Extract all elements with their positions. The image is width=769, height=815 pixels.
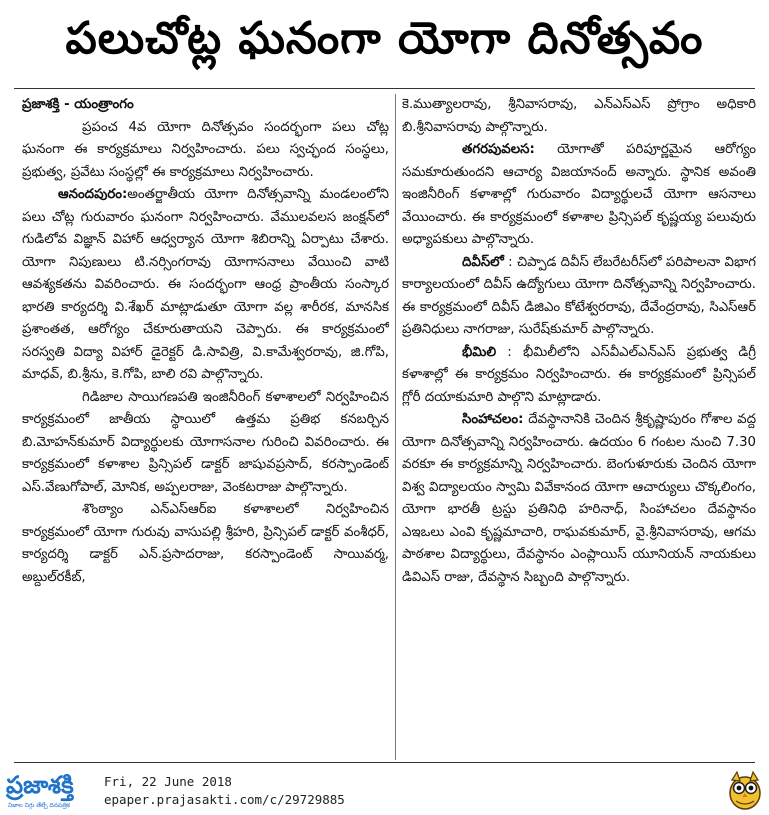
paragraph-bheemili — [402, 342, 756, 410]
dateline-anandapuram: ఆనందపురం: — [58, 187, 128, 202]
paragraph-anandapuram-text: అంతర్జాతీయ యోగా దినోత్సవాన్ని మండలంలోని పలు చోట్ల గురువారం ఘనంగా నిర్వహించారు. వేములవలస జంక్షన్‌లో గుడిలోవ విజ్ఞాన్ విహార్ ఆధ్వర్యాన యోగా శిబిరాన్ని ఏర్పాటు చేశారు. యోగా నిపుణులు టి.నర్సింగరావు యోగాసనాలు వేయించి వాటి ఆవశ్యకతను వివరించారు. ఈ సందర్భంగా ఆంధ్ర ప్రాంతీయ సంస్కార భారతి కార్యదర్శి వి.శేఖర్ మాట్లాడుతూ యోగా వల్ల శారీరక, మానసిక ప్రశాంతత, ఆరోగ్యం చేకూరుతాయని చెప్పారు. ఈ కార్యక్రమంలో సరస్వతి విద్యా విహార్ డైరెక్టర్ డి.సావిత్రి, వి.కామేశ్వరరావు, జి.గోపి, మాధవ్, బి.శ్రీను, కె.గోపి, బాలి రవి పాల్గొన్నారు. — [22, 187, 389, 382]
edition-date: Fri, 22 June 2018 — [104, 774, 232, 789]
headline: పలుచోట్ల ఘనంగా యోగా దినోత్సవం — [65, 13, 704, 64]
paragraph-gidijala: గిడిజాల సాయిగణపతి ఇంజినీరింగ్ కళాశాలలో నిర్వహించిన కార్యక్రమంలో జాతీయ స్థాయిలో ఉత్తమ ప్రతిభ కనబర్చిన బి.మోహన్‌కుమార్ విద్యార్థులకు యోగాసనాల గురించి వివరించారు. ఈ కార్యక్రమంలో కళాశాల ప్రిన్సిపల్ డాక్టర్ జాషువప్రసాద్, కరస్పాండెంట్ ఎస్.వేణుగోపాల్, మోనిక, అప్పలరాజు, వెంకటరాజు పాల్గొన్నారు. — [22, 389, 389, 495]
paragraph-tagarapuvalasa-text: యోగాతో పరిపూర్ణమైన ఆరోగ్యం సమకూరుతుందని ఆచార్య విజయానంద్ అన్నారు. స్థానిక అవంతి ఇంజినీరింగ్ కళాశాల్లో గురువారం విద్యార్థులచే యోగా ఆసనాలు వేయించారు. ఈ కార్యక్రమంలో కళాశాల ప్రిన్సిపల్ కృష్ణయ్య పలువురు అధ్యాపకులు పాల్గొన్నారు. — [402, 142, 756, 247]
paragraph-sonthyam: శొంఠ్యాం ఎన్‌ఎస్‌ఆర్ఐ కళాశాలలో నిర్వహించిన కార్యక్రమంలో యోగా గురువు వాసుపల్లి శ్రీహరి, ప్రిన్సిపల్ డాక్టర్ వంశీధర్, కార్యదర్శి డాక్టర్ ఎన్.ప్రసాదరాజు, కరస్పాండెంట్ సాయివర్మ, అబ్దుల్‌రకీబ్, — [22, 502, 389, 585]
dateline-divis: దివీస్‌లో — [462, 254, 504, 270]
dateline-tagarapuvalasa: తగరపువలస: — [462, 142, 535, 157]
byline: ప్రజాశక్తి - యంత్రాంగం — [22, 97, 134, 112]
article-left-column — [22, 94, 389, 760]
footer — [0, 764, 769, 815]
paragraph-anandapuram — [22, 184, 389, 387]
paragraph-intro: ప్రపంచ 4వ యోగా దినోత్సవం సందర్భంగా పలు చోట్ల ఘనంగా ఈ కార్యక్రమాలు నిర్వహించారు. పలు స్వచ్ఛంద సంస్థలు, ప్రభుత్వ, ప్రవేటు సంస్థల్లో ఈ కార్యక్రమాలు నిర్వహించారు. — [22, 119, 389, 180]
paragraph-simhachalam — [402, 409, 756, 589]
paragraph-divis-text: : చిప్పాడ దివీస్ లేబరేటరీస్‌లో పరిపాలనా విభాగ కార్యాలయంలో దివీస్ ఉద్యోగులు యోగా దినోత్సవాన్ని నిర్వహించారు. ఈ కార్యక్రమంలో దివీస్ డిజిఎం కోటేశ్వరరావు, దేవేంద్రరావు, సిఎస్ఆర్ ప్రతినిధులు నాగరాజు, సురేష్‌కుమార్ పాల్గొన్నారు. — [402, 254, 756, 337]
paragraph-tagarapuvalasa — [402, 139, 756, 252]
paragraph-simhachalam-text: దేవస్థానానికి చెందిన శ్రీకృష్ణాపురం గోశాల వద్ద యోగా దినోత్సవాన్ని నిర్వహించారు. ఉదయం 6 గంటల నుంచి 7.30 వరకూ ఈ కార్యక్రమాన్ని నిర్వహించారు. బెంగుళూరుకు చెందిన యోగా విశ్వ విద్యాలయం స్వామి వివేకానంద యోగా ఆచార్యులు చొక్కలింగం, యోగా భారతీ ట్రస్టు ప్రతినిధి హరినాధ్, సింహాచలం దేవస్థానం ఎఇఒలు ఎంవి కృష్ణమాచారి, రాఘవకుమార్, వై.శ్రీనివాసరావు, ఆగమ పాఠశాల విద్యార్థులు, దేవస్థానం ఎంప్లాయిస్ యూనియన్ నాయకులు డివిఎస్ రాజు, దేవస్థాన సిబ్బంది పాల్గొన్నారు. — [402, 412, 756, 585]
dateline-simhachalam: సింహాచలం: — [462, 412, 524, 427]
article-right-column — [402, 94, 756, 760]
owl-icon — [728, 770, 762, 810]
dateline-bheemili: భీమిలి — [462, 344, 497, 360]
column-divider — [395, 94, 396, 760]
footer-rule — [14, 762, 755, 763]
logo-tagline: నిజాల నిగ్గు తేల్చే దినపత్రిక — [8, 802, 71, 809]
headline-rule — [14, 88, 755, 89]
epaper-url: epaper.prajasakti.com/c/29729885 — [104, 792, 345, 807]
paragraph-continued: కె.ముత్యాలరావు, శ్రీనివాసరావు, ఎన్ఎస్ఎస్ ప్రోగ్రాం అధికారి బి.శ్రీనివాసరావు పాల్గొన్నారు. — [402, 97, 756, 135]
paragraph-divis — [402, 252, 756, 342]
paragraph-bheemili-text: : భీమిలీలోని ఎస్‌వీఎల్ఎన్ఎస్ ప్రభుత్వ డిగ్రీ కళాశాల్లో ఈ కార్యక్రమం నిర్వహించారు. ఈ కార్యక్రమంలో ప్రిన్సిపల్ గ్లోరీ దయాకుమారి పాల్గొని మాట్లాడారు. — [402, 344, 756, 405]
prajasakti-logo — [6, 770, 92, 810]
logo-text: ప్రజాశక్తి — [6, 771, 74, 799]
